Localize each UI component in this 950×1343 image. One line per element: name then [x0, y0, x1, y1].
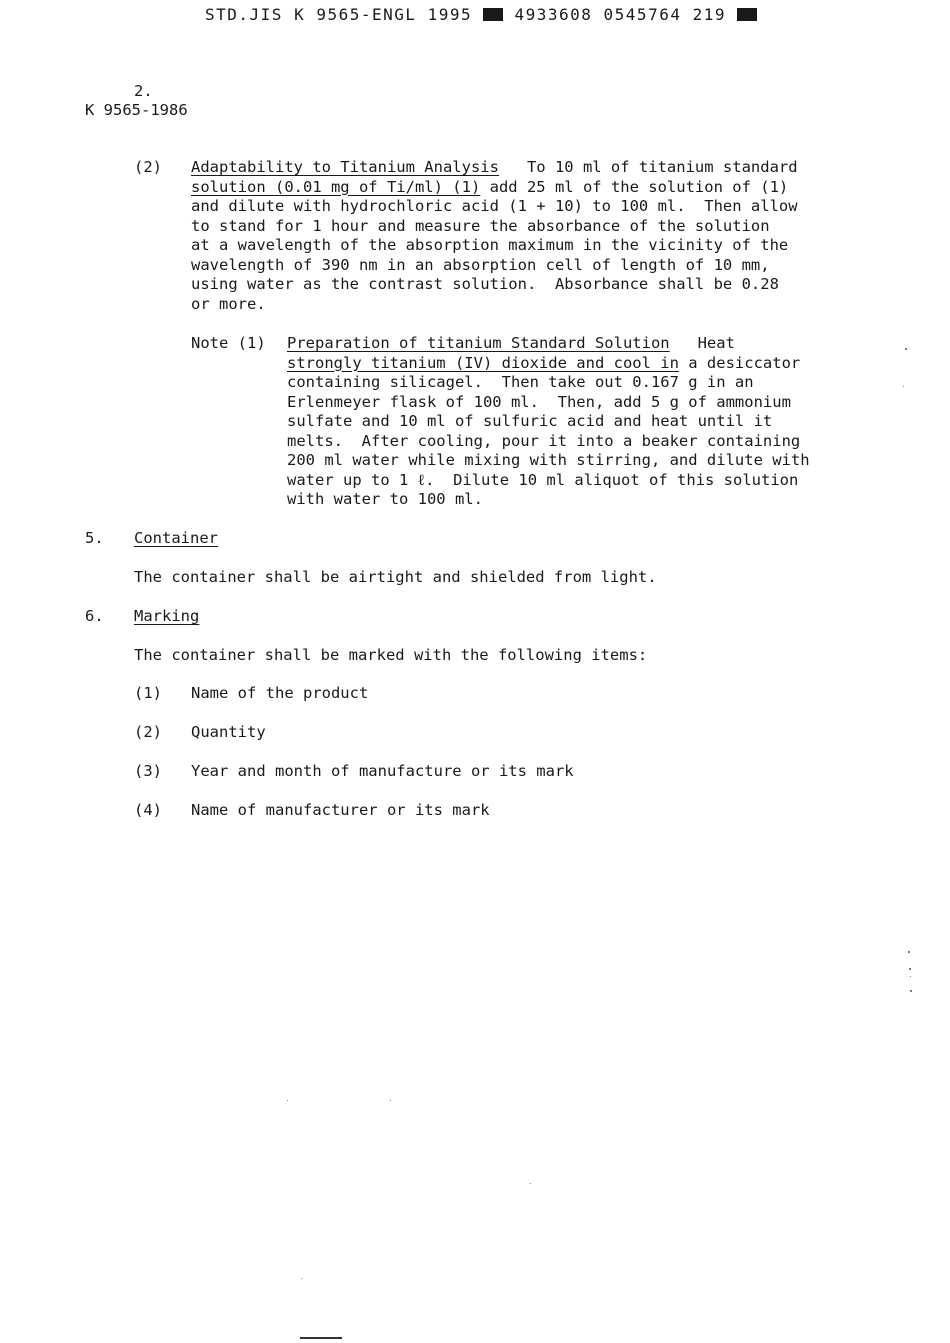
- section-5-body: The container shall be airtight and shielded from light.: [134, 568, 657, 586]
- item-2-line1: To 10 ml of titanium standard: [498, 158, 798, 176]
- item-2-paragraph: [191, 158, 798, 314]
- item-2-line2: add 25 ml of the solution of (1): [480, 177, 789, 196]
- note-line2: a desiccator: [678, 353, 801, 372]
- scan-speck: [909, 968, 911, 970]
- scan-speck: [910, 976, 911, 977]
- section-5-number: 5.: [85, 529, 104, 547]
- stamp-block-mark: [737, 8, 757, 21]
- section-6-number: 6.: [85, 607, 104, 625]
- item-2-title: Adaptability to Titanium Analysis: [191, 158, 499, 176]
- doc-id: K 9565-1986: [85, 101, 188, 119]
- scan-speck: [910, 990, 912, 992]
- stamp-left: STD.JIS K 9565-ENGL 1995: [205, 5, 473, 24]
- scan-speck: [908, 951, 910, 953]
- marking-item-number: (3): [134, 762, 162, 780]
- scan-speck: [530, 1183, 531, 1184]
- section-6-body: The container shall be marked with the following items:: [134, 646, 648, 664]
- section-5-title: Container: [134, 529, 218, 547]
- marking-item-text: Year and month of manufacture or its mark: [191, 762, 574, 780]
- scan-speck: [905, 348, 907, 350]
- page-number: 2.: [134, 82, 153, 100]
- item-2-label: (2): [134, 158, 162, 176]
- marking-item-text: Quantity: [191, 723, 266, 741]
- scan-speck: [903, 386, 904, 387]
- item-2-line2-underlined: solution (0.01 mg of Ti/ml) (1): [191, 177, 481, 196]
- stamp-mid: 4933608 0545764 219: [514, 5, 726, 24]
- note-label: Note (1): [191, 334, 266, 352]
- marking-item-number: (2): [134, 723, 162, 741]
- marking-item-number: (4): [134, 801, 162, 819]
- scan-speck: [390, 1100, 391, 1101]
- scan-speck: [301, 1278, 302, 1279]
- document-stamp: [205, 5, 757, 25]
- marking-item-number: (1): [134, 684, 162, 702]
- marking-item-text: Name of the product: [191, 684, 369, 702]
- note-title-rest: Heat: [669, 334, 735, 352]
- scan-speck: [287, 1100, 288, 1101]
- marking-item-text: Name of manufacturer or its mark: [191, 801, 490, 819]
- note-paragraph: [287, 334, 810, 510]
- bottom-rule: [300, 1337, 342, 1339]
- note-line2-underlined: strongly titanium (IV) dioxide and cool in: [287, 353, 679, 372]
- section-6-title: Marking: [134, 607, 200, 625]
- stamp-block-mark: [483, 8, 503, 21]
- note-title: Preparation of titanium Standard Solution: [287, 334, 670, 352]
- item-2-body: and dilute with hydrochloric acid (1 + 10) to 100 ml. Then allow to stand for 1 hour and measure the absorbance of the solution at a wavelength of the absorption maximum in the vicinity of the wavelength of 390 nm in an absorption cell of length of 10 mm, using water as the contrast solution. Absorbance shall be 0.28 or more.: [191, 197, 798, 313]
- note-body: containing silicagel. Then take out 0.167 g in an Erlenmeyer flask of 100 ml. Then, add 5 g of ammonium sulfate and 10 ml of sulfuric acid and heat until it melts. After cooling, pour it into a beaker containing 200 ml water while mixing with stirring, and dilute with water up to 1 ℓ. Dilute 10 ml aliquot of this solution with water to 100 ml.: [287, 373, 810, 508]
